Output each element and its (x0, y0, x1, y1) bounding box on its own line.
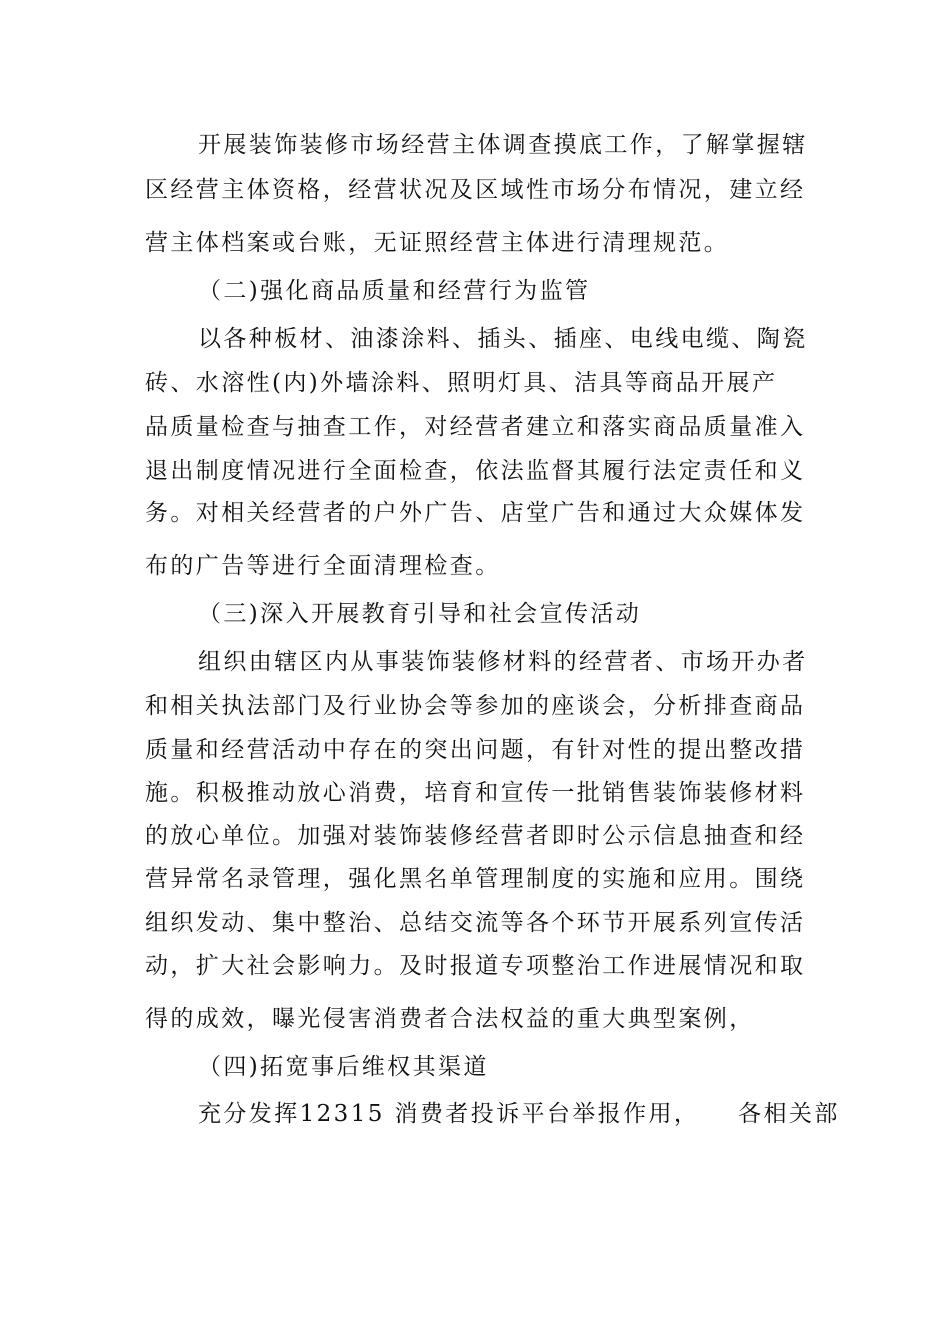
paragraph-3-line-7: 组织发动、集中整治、总结交流等各个环节开展系列宣传活 (145, 910, 806, 936)
paragraph-3-line-2: 和相关执法部门及行业协会等参加的座谈会，分析排查商品 (145, 693, 806, 719)
paragraph-3-line-6: 营异常名录管理，强化黑名单管理制度的实施和应用。围绕 (145, 866, 806, 892)
paragraph-2-line-4: 退出制度情况进行全面检查，依法监督其履行法定责任和义 (145, 458, 806, 484)
paragraph-3-line-3: 质量和经营活动中存在的突出问题，有针对性的提出整改措 (145, 737, 806, 763)
paragraph-2-line-3: 品质量检查与抽查工作，对经营者建立和落实商品质量准入 (145, 414, 806, 440)
paragraph-3-line-1: 组织由辖区内从事装饰装修材料的经营者、市场开办者 (198, 649, 808, 675)
section-heading-4: （四)拓宽事后维权其渠道 (198, 1054, 489, 1080)
paragraph-2-line-1: 以各种板材、油漆涂料、插头、插座、电线电缆、陶瓷 (198, 326, 808, 352)
section-heading-2: （二)强化商品质量和经营行为监管 (198, 278, 591, 304)
paragraph-2-line-5: 务。对相关经营者的户外广告、店堂广告和通过大众媒体发 (145, 500, 806, 526)
paragraph-2-line-2: 砖、水溶性(内)外墙涂料、照明灯具、洁具等商品开展产 (145, 370, 778, 396)
paragraph-1-line-3: 营主体档案或台账，无证照经营主体进行清理规范。 (145, 230, 730, 256)
paragraph-2-line-6: 布的广告等进行全面清理检查。 (145, 553, 501, 579)
paragraph-3-line-8: 动，扩大社会影响力。及时报道专项整治工作进展情况和取 (145, 953, 806, 979)
paragraph-1-line-1: 开展装饰装修市场经营主体调查摸底工作，了解掌握辖 (198, 132, 808, 158)
paragraph-3-line-9: 得的成效，曝光侵害消费者合法权益的重大典型案例， (145, 1006, 755, 1032)
section-heading-3: （三)深入开展教育引导和社会宣传活动 (198, 601, 642, 627)
paragraph-3-line-4: 施。积极推动放心消费，培育和宣传一批销售装饰装修材料 (145, 780, 806, 806)
paragraph-3-line-5: 的放心单位。加强对装饰装修经营者即时公示信息抽查和经 (145, 823, 806, 849)
paragraph-4-line-1: 充分发挥12315 消费者投诉平台举报作用， 各相关部 (198, 1101, 840, 1127)
paragraph-1-line-2: 区经营主体资格，经营状况及区域性市场分布情况，建立经 (145, 177, 806, 203)
